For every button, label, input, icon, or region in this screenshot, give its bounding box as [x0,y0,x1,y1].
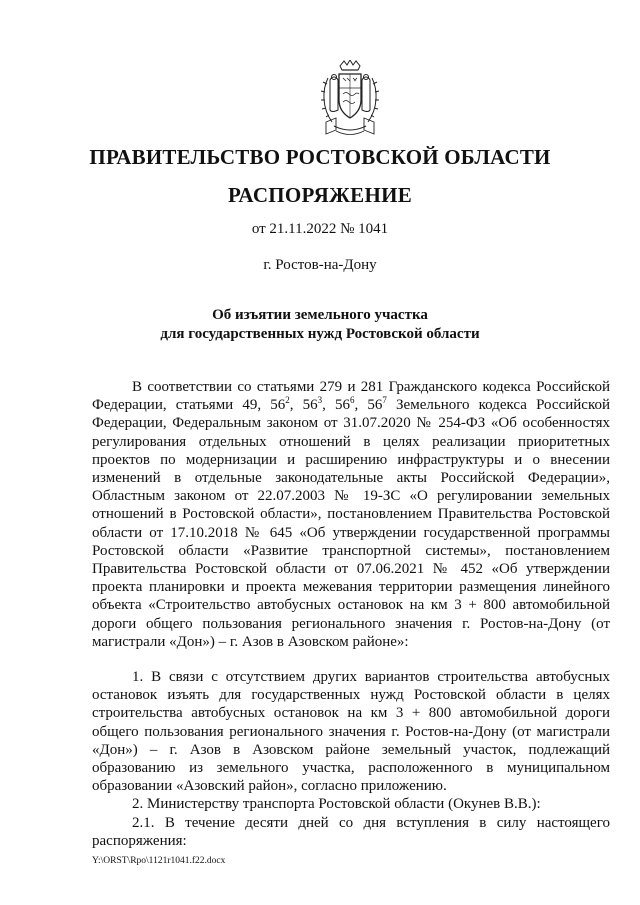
preamble-paragraph [92,378,610,651]
clause-2-1: 2.1. В течение десяти дней со дня вступления в силу настоящего распоряжения: [92,814,610,849]
article-superscript: 6 [350,395,355,406]
file-path-footer: Y:\ORST\Rpo\1121r1041.f22.docx [92,856,226,866]
city-line: г. Ростов-на-Дону [263,257,377,273]
preamble-text: , 56 [322,397,351,414]
preamble-text: В соответствии со статьями 279 и 281 Гражданского кодекса Российской Федерации, статьями 49, 56 [92,379,610,414]
coat-of-arms-icon [314,60,386,136]
article-superscript: 2 [285,395,290,406]
organization-name: ПРАВИТЕЛЬСТВО РОСТОВСКОЙ ОБЛАСТИ [89,145,551,169]
preamble-text: , 56 [289,397,318,414]
document-subject [0,306,640,344]
subject-line-1: Об изъятии земельного участка [212,307,428,323]
article-superscript: 7 [382,395,387,406]
subject-line-2: для государственных нужд Ростовской области [160,326,480,342]
preamble-text: Земельного кодекса Российской Федерации, Федеральным законом от 31.07.2020 № 254-ФЗ «Об особенностях регулирования отдельных отношений в целях реализации приоритетных проектов по модернизации и расширению инфраструктуры и о внесении изменений в отдельные законодательные акты Российской Федерации», Областным законом от 22.07.2003 № 19-ЗС «О регулировании земельных отношений в Ростовской области», постановлением Правительства Ростовской области от 17.10.2018 № 645 «Об утверждении государственной программы Ростовской области «Развитие транспортной системы», постановлением Правительства Ростовской области от 07.06.2021 № 452 «Об утверждении проекта планировки и проекта межевания территории размещения линейного объекта «Строительство автобусных остановок на км 3 + 800 автомобильной дороги общего пользования регионального значения г. Ростов-на-Дону (от магистрали «Дон») – г. Азов в Азовском районе»: [92,397,610,650]
document-type: РАСПОРЯЖЕНИЕ [227,183,413,207]
document-body [92,378,610,850]
date-number-line: от 21.11.2022 № 1041 [251,221,389,237]
preamble-text: , 56 [354,397,383,414]
clause-2: 2. Министерству транспорта Ростовской области (Окунев В.В.): [132,796,541,813]
clause-1: 1. В связи с отсутствием других вариантов строительства автобусных остановок изъять для государственных нужд Ростовской области в целях строительства автобусных остановок на км 3 + 800 автомобильной дороги общего пользования регионального значения г. Ростов-на-Дону (от магистрали «Дон») – г. Азов в Азовском районе земельный участок, подлежащий образованию из земельного участка, расположенного в муниципальном образовании «Азовский район», согласно приложению. [92,669,610,795]
article-superscript: 3 [317,395,323,406]
